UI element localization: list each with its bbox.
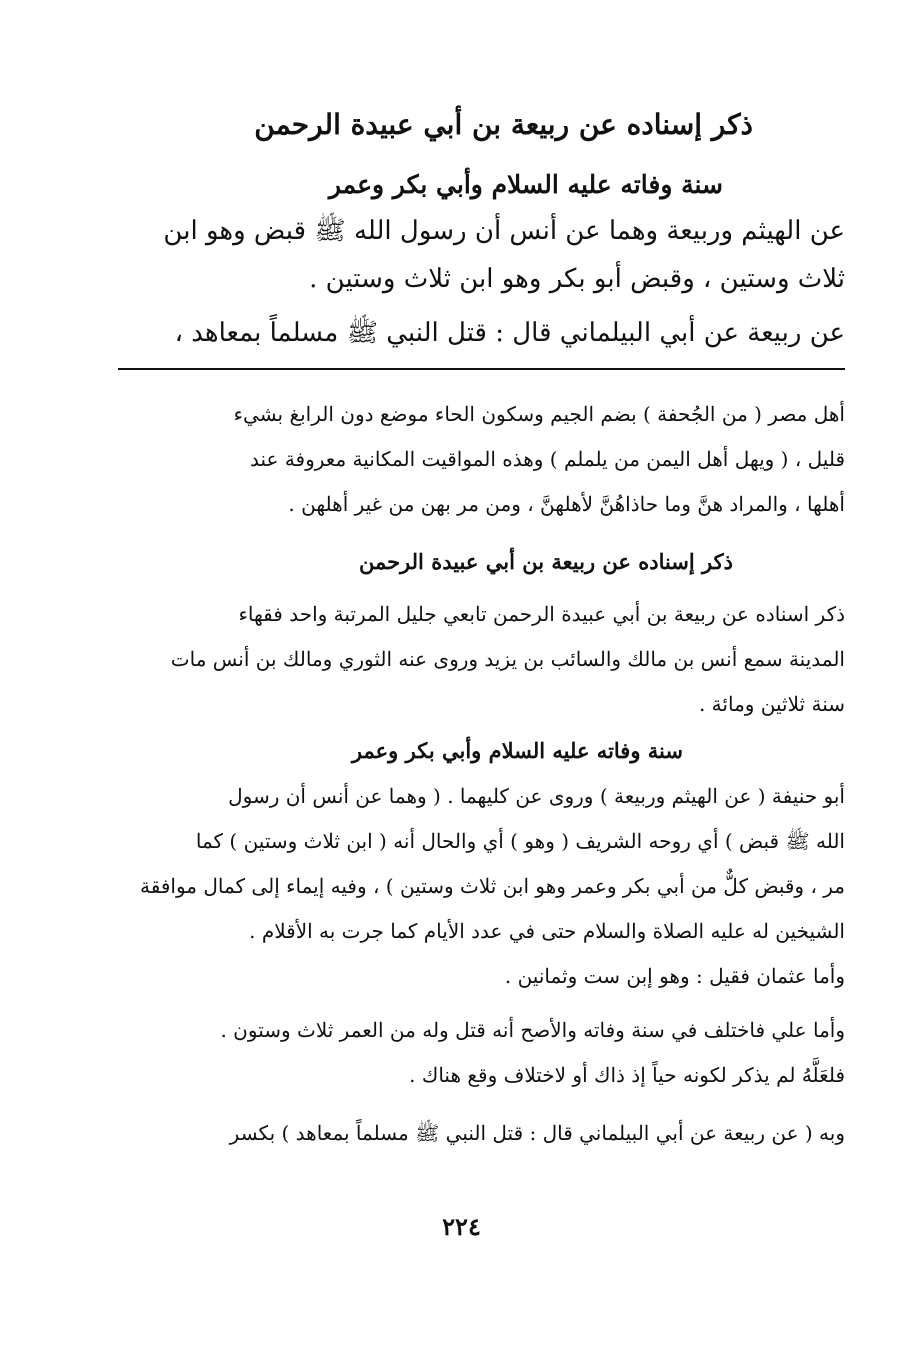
commentary-line: المدينة سمع أنس بن مالك والسائب بن يزيد وروى عنه الثوري ومالك بن أنس مات — [170, 647, 845, 671]
main-subheading: سنة وفاته عليه السلام وأبي بكر وعمر — [328, 170, 723, 199]
commentary-line: الله ﷺ قبض ) أي روحه الشريف ( وهو ) أي والحال أنه ( ابن ثلاث وستين ) كما — [195, 829, 845, 853]
main-heading: ذكر إسناده عن ربيعة بن أبي عبيدة الرحمن — [254, 108, 753, 141]
commentary-line: ذكر اسناده عن ربيعة بن أبي عبيدة الرحمن تابعي جليل المرتبة واحد فقهاء — [238, 602, 845, 626]
commentary-line: مر ، وقبض كلٌّ من أبي بكر وعمر وهو ابن ثلاث وستين ) ، وفيه إيماء إلى كمال موافقة — [140, 874, 845, 898]
commentary-line: فلعَلَّهُ لم يذكر لكونه حياً إذ ذاك أو لاختلاف وقع هناك . — [409, 1063, 845, 1087]
main-line-3: عن ربيعة عن أبي البيلماني قال : قتل النبي ﷺ مسلماً بمعاهد ، — [174, 318, 845, 348]
commentary-line: أبو حنيفة ( عن الهيثم وربيعة ) وروى عن كليهما . ( وهما عن أنس أن رسول — [228, 784, 845, 808]
page-number: ٢٢٤ — [442, 1212, 481, 1241]
commentary-line: سنة ثلاثين ومائة . — [698, 692, 845, 716]
main-line-2: ثلاث وستين ، وقبض أبو بكر وهو ابن ثلاث وستين . — [309, 264, 845, 294]
footnote-divider — [118, 368, 845, 370]
main-line-1: عن الهيثم وربيعة وهما عن أنس أن رسول الله ﷺ قبض وهو ابن — [163, 216, 845, 246]
commentary-line: وأما عثمان فقيل : وهو إبن ست وثمانين . — [504, 964, 845, 988]
commentary-heading: ذكر إسناده عن ربيعة بن أبي عبيدة الرحمن — [358, 549, 733, 574]
commentary-line: الشيخين له عليه الصلاة والسلام حتى في عدد الأيام كما جرت به الأقلام . — [249, 919, 845, 943]
commentary-line: وبه ( عن ربيعة عن أبي البيلماني قال : قتل النبي ﷺ مسلماً بمعاهد ) بكسر — [229, 1121, 845, 1145]
commentary-heading: سنة وفاته عليه السلام وأبي بكر وعمر — [351, 738, 683, 763]
commentary-line: وأما علي فاختلف في سنة وفاته والأصح أنه قتل وله من العمر ثلاث وستون . — [220, 1018, 845, 1042]
commentary-line: أهل مصر ( من الجُحفة ) بضم الجيم وسكون الحاء موضع دون الرابغ بشيء — [233, 402, 845, 426]
commentary-line: قليل ، ( ويهل أهل اليمن من يلملم ) وهذه المواقيت المكانية معروفة عند — [250, 447, 845, 471]
commentary-line: أهلها ، والمراد هنَّ وما حاذاهُنَّ لأهلهنَّ ، ومن مر بهن من غير أهلهن . — [288, 492, 845, 516]
